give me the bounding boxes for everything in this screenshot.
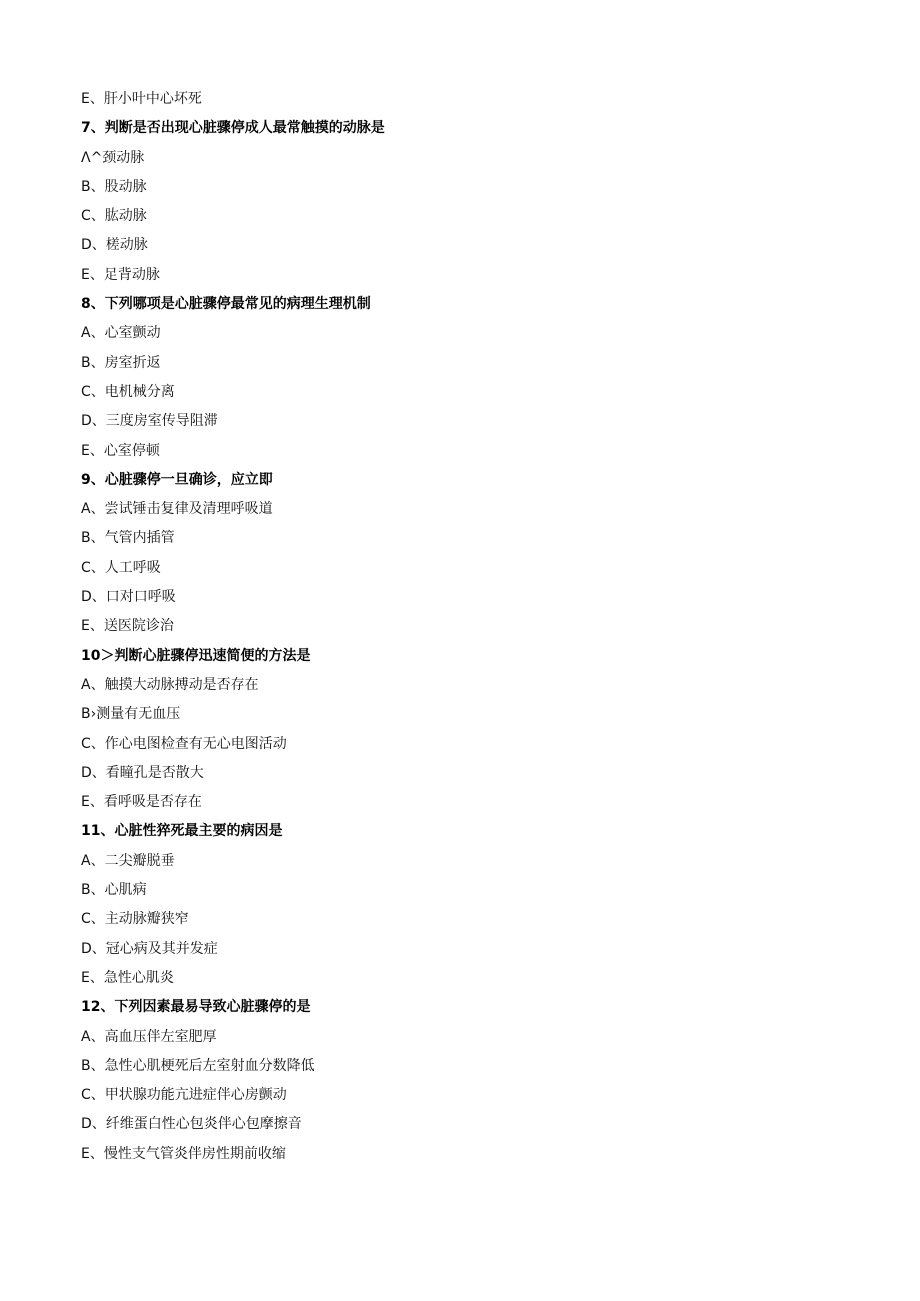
answer-option: E、慢性支气管炎伴房性期前收缩 [81, 1145, 286, 1162]
answer-option: Λ^颈动脉 [81, 149, 145, 166]
question-stem: 7、判断是否出现心脏骤停成人最常触摸的动脉是 [81, 120, 385, 137]
question-list [81, 88, 881, 1172]
answer-option: B、气管内插管 [81, 530, 175, 547]
answer-option: D、槎动脉 [81, 237, 148, 254]
answer-option: E、送医院诊治 [81, 618, 174, 635]
answer-option: C、电机械分离 [81, 383, 175, 400]
answer-option: E、心室停顿 [81, 442, 160, 459]
answer-option: B、心肌病 [81, 882, 147, 899]
answer-option: B、股动脉 [81, 178, 147, 195]
answer-option: C、人工呼吸 [81, 559, 161, 576]
answer-option: D、冠心病及其并发症 [81, 940, 218, 957]
answer-option: E、足背动脉 [81, 266, 160, 283]
question-stem: 10＞判断心脏骤停迅速简便的方法是 [81, 647, 311, 664]
question-stem: 9、心脏骤停一旦确诊，应立即 [81, 471, 273, 488]
answer-option: C、肱动脉 [81, 208, 147, 225]
question-stem: 11、心脏性猝死最主要的病因是 [81, 823, 283, 840]
answer-option: A、高血压伴左室肥厚 [81, 1028, 217, 1045]
answer-option: D、口对口呼吸 [81, 589, 176, 606]
answer-option: D、看瞳孔是否散大 [81, 764, 204, 781]
answer-option: A、尝试锤击复律及清理呼吸道 [81, 501, 273, 518]
answer-option: B、房室折返 [81, 354, 161, 371]
answer-option: C、主动脉瓣狭窄 [81, 911, 189, 928]
answer-option: B、急性心肌梗死后左室射血分数降低 [81, 1057, 315, 1074]
question-stem: 8、下列哪项是心脏骤停最常见的病理生理机制 [81, 296, 371, 313]
question-stem: 12、下列因素最易导致心脏骤停的是 [81, 999, 311, 1016]
answer-option: A、触摸大动脉搏动是否存在 [81, 676, 259, 693]
answer-option: E、肝小叶中心坏死 [81, 91, 202, 107]
answer-option: A、心室颤动 [81, 325, 161, 342]
answer-option: E、急性心肌炎 [81, 969, 174, 986]
answer-option: D、三度房室传导阻滞 [81, 413, 218, 430]
answer-option: C、作心电图检查有无心电图活动 [81, 735, 287, 752]
answer-option: D、纤维蛋白性心包炎伴心包摩擦音 [81, 1116, 302, 1133]
answer-option: A、二尖瓣脱垂 [81, 852, 175, 869]
answer-option: E、看呼吸是否存在 [81, 794, 202, 811]
answer-option: C、甲状腺功能亢进症伴心房颤动 [81, 1087, 287, 1104]
answer-option: B›测量有无血压 [81, 706, 181, 723]
